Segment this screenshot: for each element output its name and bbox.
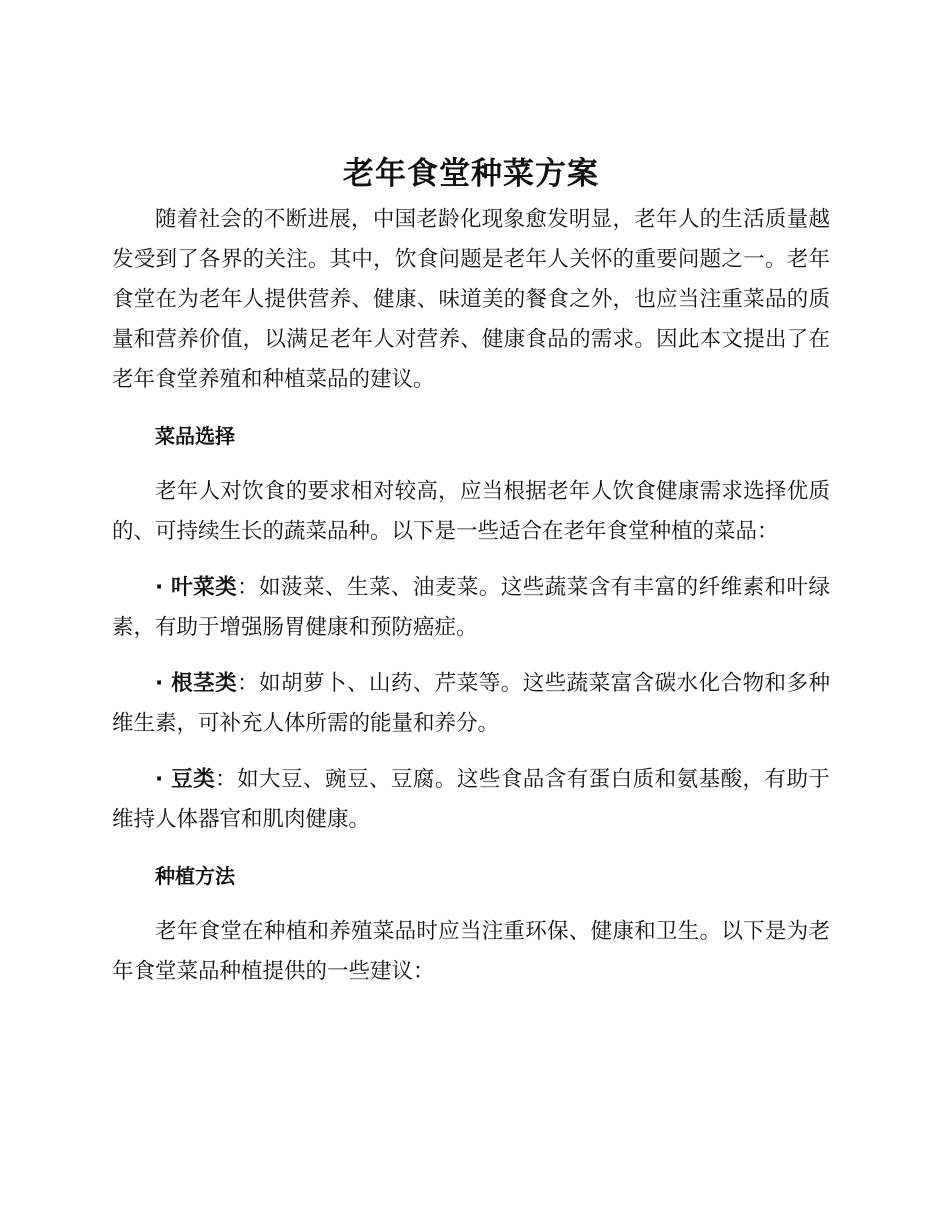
section2-intro-paragraph: 老年食堂在种植和养殖菜品时应当注重环保、健康和卫生。以下是为老年食堂菜品种植提供的一些建议： bbox=[112, 919, 830, 984]
section1-intro-paragraph: 老年人对饮食的要求相对较高，应当根据老年人饮食健康需求选择优质的、可持续生长的蔬菜品种。以下是一些适合在老年食堂种植的菜品： bbox=[112, 479, 830, 544]
bullet-item-leafy bbox=[112, 568, 830, 648]
bullet-label: · 豆类 bbox=[155, 767, 216, 792]
spacer bbox=[112, 456, 830, 472]
spacer bbox=[112, 400, 830, 416]
document-page bbox=[112, 148, 830, 992]
spacer bbox=[112, 744, 830, 760]
bullet-text: ：如大豆、豌豆、豆腐。这些食品含有蛋白质和氨基酸，有助于维持人体器官和肌肉健康。 bbox=[112, 767, 830, 832]
bullet-item-beans bbox=[112, 760, 830, 840]
spacer bbox=[112, 896, 830, 912]
section-heading-dish-selection: 菜品选择 bbox=[155, 424, 235, 448]
bullet-text: ：如胡萝卜、山药、芹菜等。这些蔬菜富含碳水化合物和多种维生素，可补充人体所需的能量和养分。 bbox=[112, 671, 830, 736]
intro-paragraph: 随着社会的不断进展，中国老龄化现象愈发明显，老年人的生活质量越发受到了各界的关注。其中，饮食问题是老年人关怀的重要问题之一。老年食堂在为老年人提供营养、健康、味道美的餐食之外，也应当注重菜品的质量和营养价值，以满足老年人对营养、健康食品的需求。因此本文提出了在老年食堂养殖和种植菜品的建议。 bbox=[112, 207, 830, 392]
bullet-label: · 叶菜类 bbox=[155, 575, 238, 600]
spacer bbox=[112, 552, 830, 568]
bullet-item-root bbox=[112, 664, 830, 744]
spacer bbox=[112, 840, 830, 856]
document-title: 老年食堂种菜方案 bbox=[343, 156, 599, 192]
bullet-text: ：如菠菜、生菜、油麦菜。这些蔬菜含有丰富的纤维素和叶绿素，有助于增强肠胃健康和预防癌症。 bbox=[112, 575, 830, 640]
spacer bbox=[112, 648, 830, 664]
section-heading-planting-method: 种植方法 bbox=[155, 864, 235, 888]
bullet-label: · 根茎类 bbox=[155, 671, 238, 696]
